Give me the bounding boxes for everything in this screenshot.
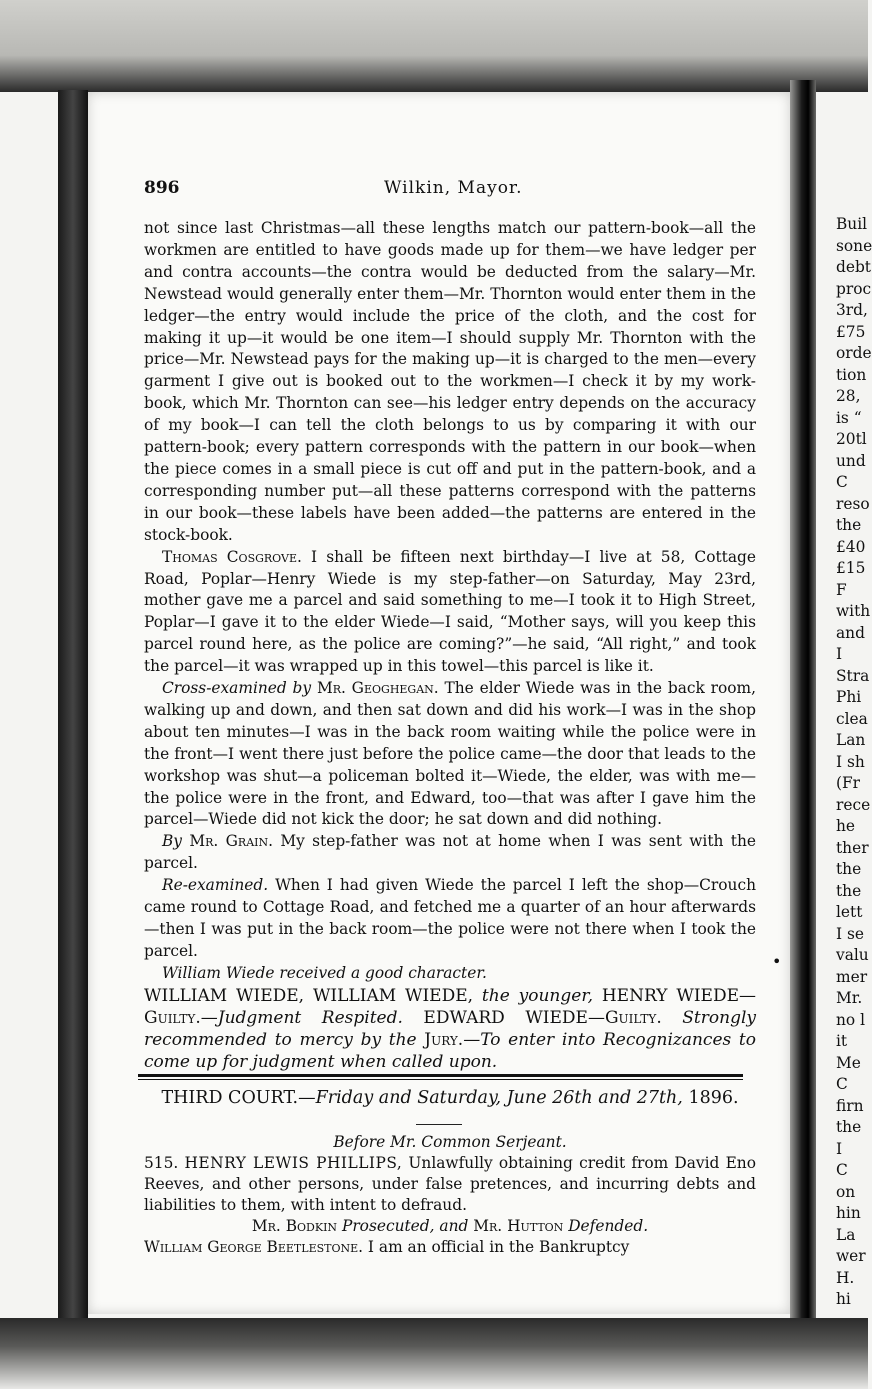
facing-page-line: lett [836,903,863,921]
section-rule-thin [138,1079,743,1080]
binding-edge [58,90,88,1322]
page-number: 896 [144,178,180,198]
paragraph-text: I am an official in the Bankruptcy [363,1238,630,1256]
facing-page-line: clea [836,709,868,728]
facing-page-line: hi [836,1290,851,1308]
facing-page-line: the [836,860,862,878]
facing-page-line: und [836,451,866,470]
new-case-section [144,1132,756,1258]
case-charge: Unlawfully obtaining credit from David Eno Reeves, and other persons, under false pretences, and incurring debts and liabilities to them, with intent to defraud. [144,1154,756,1214]
trial-transcript [144,218,756,1073]
court-heading [144,1088,756,1108]
prosecuting-counsel: Mr. Bodkin [251,1217,338,1235]
paragraph-text: I shall be fifteen next birthday—I live at 58, Cottage Road, Poplar—Henry Wiede is my step-father—on Saturday, May 23rd, mother gave me a parcel and said something to me—I took it to High Street, Poplar—I gave it to the elder Wiede—I said, “Mother says, will you keep this parcel round here, as the police are coming?”—he said, “All right,” and took the parcel—it was wrapped up in this towel—this parcel is like it. [144,547,756,676]
defendant-names: EDWARD WIEDE— [423,1007,605,1028]
paragraph-grain-examination [144,831,756,875]
defending-counsel: Mr. Hutton [473,1217,564,1235]
facing-page-line: ther [836,838,869,857]
short-divider [416,1124,462,1125]
jury-label: Jury. [424,1029,464,1050]
facing-page-line: Buil [836,215,868,233]
counsel-line [144,1216,756,1237]
facing-page-line: £15 [836,559,866,577]
facing-page-line: rece [836,795,871,814]
facing-page-line: Lan [836,731,866,749]
counsel-name: Mr. Geoghegan. [316,679,439,698]
court-year: 1896. [688,1088,739,1108]
facing-page-line: with [836,602,871,620]
case-entry [144,1153,756,1216]
verdict-guilty: Guilty. [604,1007,662,1028]
examination-lead: Re-examined. [162,876,269,895]
verdict [144,985,756,1073]
paragraph-text: When I had given Wiede the parcel I left the shop—Crouch came round to Cottage Road, and fetched me a quarter of an hour afterwards—then I was put in the back room—the police were not there when I took the parcel. [144,876,756,960]
facing-page-line: I sh [836,752,865,771]
scan-top-margin [0,0,868,92]
facing-page-line: no l [836,1010,865,1029]
defended-label: Defended. [568,1217,649,1235]
book-gutter [790,80,816,1330]
presiding-judge: Before Mr. Common Serjeant. [333,1133,567,1151]
defendant-names: HENRY WIEDE— [601,985,756,1006]
judgment-respited: —Judgment Respited. [200,1007,403,1028]
court-dates: —Friday and Saturday, June 26th and 27th, [298,1088,683,1108]
page-header [144,172,764,202]
facing-page-line: the [836,881,862,900]
recognizances-note: —To enter into Recognizances to come up for judgment when called upon. [144,1029,756,1072]
verdict-guilty: Guilty. [144,1007,201,1028]
facing-page-line: Stra [836,666,870,685]
facing-page-line: the [836,516,862,534]
facing-page-line: is “ [836,408,862,427]
facing-page-line: and [836,623,865,642]
witness-name: William George Beetlestone. [144,1238,364,1256]
facing-page-line: Mr. [836,989,863,1007]
facing-page-line: Phi [836,688,862,706]
facing-page-line: the [836,1118,862,1136]
paragraph-re-examination [144,875,756,963]
facing-page-line: on [836,1182,856,1201]
facing-page-line: orde [836,344,872,362]
facing-page-line: mer [836,967,868,986]
facing-page-line: it [836,1032,848,1050]
ink-speck: • [772,952,782,971]
facing-page-line: hin [836,1204,861,1222]
facing-page-line: C [836,1161,848,1179]
facing-page-line: he [836,817,856,835]
section-rule-thick [138,1074,743,1077]
case-number: 515. [144,1154,179,1172]
paragraph-text: not since last Christmas—all these lengths match our pattern-book—all the workmen are entitled to have goods made up for them—we have ledger per and contra accounts—the contra would be deducted from the salary—Mr. Newstead would generally enter them—Mr. Thornton would enter them in the ledger—the entry would include the price of the cloth, and the cost for making it up—it would be one item—I should supply Mr. Thornton with the price—Mr. Newstead pays for the making up—it is charged to the men—every garment I give out is booked out to the workmen—I check it by my work-book, which Mr. Thornton can see—his ledger entry depends on the accuracy of my book—I can tell the cloth belongs to us by comparing it with our pattern-book; every pattern corresponds with the pattern in our book—when the piece comes in a small piece is cut off and put in the pattern-book, and a corresponding number put—all these patterns correspond with the patterns in our book—these labels have been added—the patterns are entered in the stock-book. [144,219,756,544]
running-title: Wilkin, Mayor. [384,178,523,198]
facing-page-line: firn [836,1096,864,1115]
prosecuted-label: Prosecuted, and [341,1217,469,1235]
character-note: William Wiede received a good character. [162,963,487,982]
facing-page-line: I [836,1139,843,1158]
paragraph-cross-examination [144,678,756,831]
scan-bottom-margin [0,1318,868,1389]
paragraph-text: The elder Wiede was in the back room, walking up and down, and then sat down and did his work—I was in the shop about ten minutes—I was in the back room waiting while the police were in the front—I went there just before the police came—the door that leads to the workshop was shut—a policeman bolted it—Wiede, the elder, was with me—the police were in the front, and Edward, too—that was after I gave him the parcel—Wiede did not kick the door; he sat down and did nothing. [144,679,756,829]
facing-page-line: I se [836,924,864,943]
facing-page-line: 20tl [836,430,867,448]
facing-page-line: debt [836,258,871,276]
examination-lead: By [162,832,183,851]
counsel-name: Mr. Grain. [189,832,274,851]
examination-lead: Cross-examined by [162,679,312,698]
facing-page-line: valu [836,946,869,964]
facing-page-line: La [836,1225,856,1244]
paragraph-text: My step-father was not at home when I was sent with the parcel. [144,832,756,873]
paragraph-cosgrove-testimony [144,547,756,678]
facing-page-fragment [816,214,872,1314]
facing-page-line: 3rd, [836,301,868,319]
mercy-recommendation: Strongly recommended to mercy by the [144,1007,756,1050]
facing-page-line: I [836,645,843,663]
court-name: THIRD COURT. [161,1088,299,1108]
witness-name: Thomas Cosgrove. [162,547,302,566]
facing-page-line: £40 [836,537,866,556]
facing-page-line: reso [836,494,870,513]
facing-page-line: C [836,1075,848,1093]
facing-page-line: sone [836,236,872,255]
defendant-names: WILLIAM WIEDE, WILLIAM WIEDE, [144,985,474,1006]
facing-page-line: tion [836,365,867,384]
facing-page-line: Me [836,1053,861,1072]
paragraph-testimony-continued [144,218,756,547]
facing-page-line: F [836,580,847,599]
case-defendant: HENRY LEWIS PHILLIPS, [184,1154,403,1172]
facing-page-line: 28, [836,387,861,405]
facing-page-line: C [836,473,848,491]
defendant-qualifier: the younger, [481,985,593,1006]
facing-page-line: £75 [836,322,866,341]
witness-testimony-start [144,1237,756,1258]
facing-page-line: wer [836,1247,866,1265]
facing-page-line: H. [836,1268,855,1287]
book-page [88,92,790,1314]
facing-page-line: (Fr [836,774,861,792]
facing-page-line: proc [836,279,872,298]
